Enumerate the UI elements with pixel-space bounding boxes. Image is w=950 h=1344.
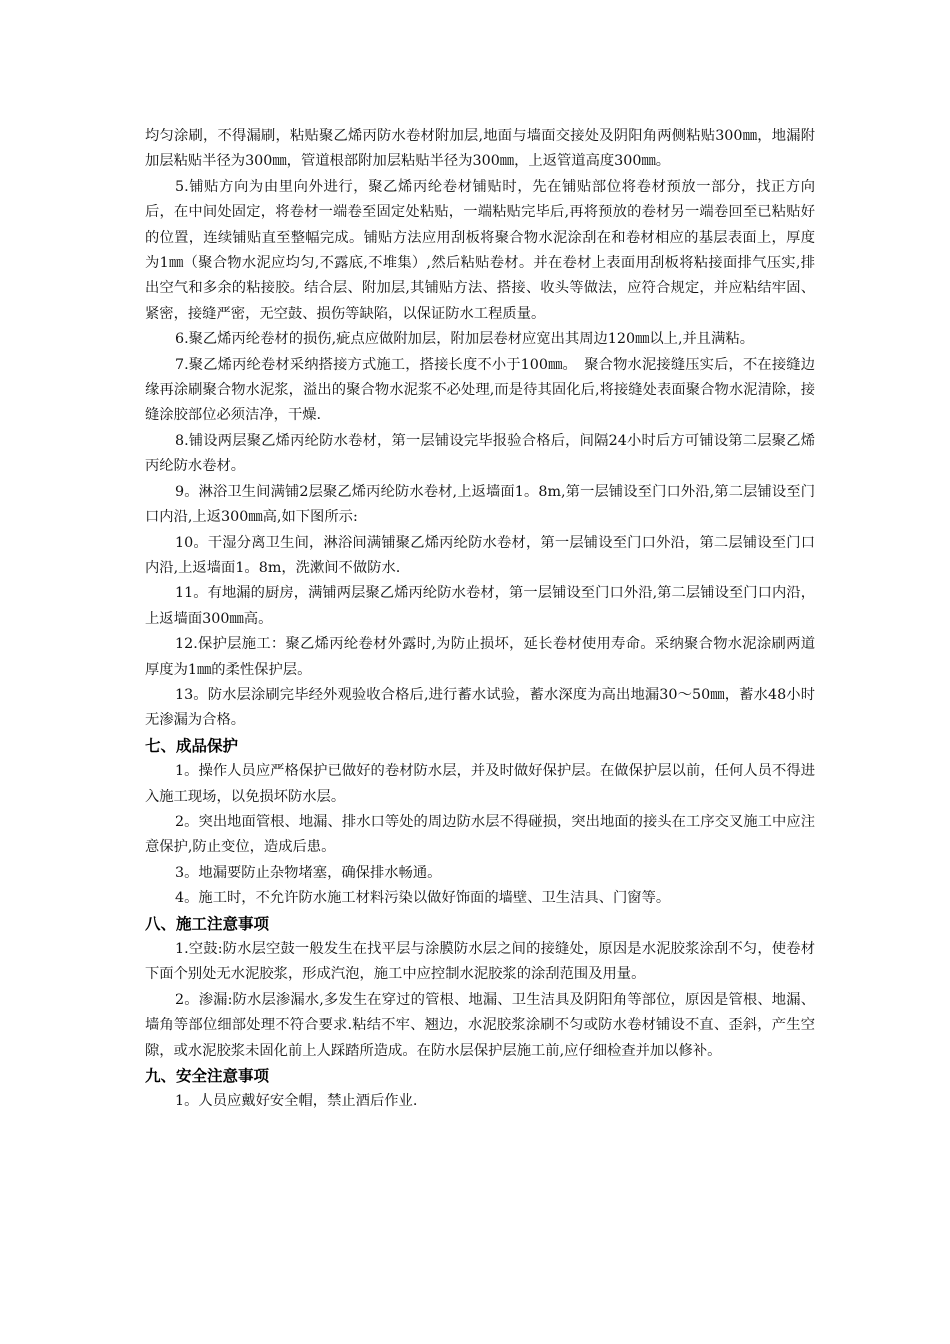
paragraph: 4。施工时，不允许防水施工材料污染以做好饰面的墙壁、卫生洁具、门窗等。 [175,890,671,907]
paragraph: 均匀涂刷，不得漏刷，粘贴聚乙烯丙防水卷材附加层,地面与墙面交接处及阴阳角两侧粘贴300㎜，地漏附加层粘贴半径为300㎜，管道根部附加层粘贴半径为300㎜，上返管道高度300㎜。 [145,128,815,170]
paragraph: 1。人员应戴好安全帽，禁止酒后作业. [175,1093,418,1110]
paragraph: 10。干湿分离卫生间，淋浴间满铺聚乙烯丙纶防水卷材，第一层铺设至门口外沿，第二层铺设至门口内沿,上返墙面1。8m，洗漱间不做防水. [145,534,815,576]
paragraph: 3。地漏要防止杂物堵塞，确保排水畅通。 [175,864,442,881]
paragraph: 13。防水层涂刷完毕经外观验收合格后,进行蓄水试验，蓄水深度为高出地漏30～50㎜，蓄水48小时无渗漏为合格。 [145,686,815,729]
paragraph: 6.聚乙烯丙纶卷材的损伤,疵点应做附加层，附加层卷材应宽出其周边120㎜以上,并且满粘。 [175,331,754,348]
paragraph: 2。突出地面管根、地漏、排水口等处的周边防水层不得碰损，突出地面的接头在工序交叉施工中应注意保护,防止变位，造成后患。 [145,813,815,856]
paragraph: 5.铺贴方向为由里向外进行，聚乙烯丙纶卷材铺贴时，先在铺贴部位将卷材预放一部分，找正方向后，在中间处固定，将卷材一端卷至固定处粘贴，一端粘贴完毕后,再将预放的卷材另一端卷回至已粘贴好的位置，连续铺贴直至整幅完成。铺贴方法应用刮板将聚合物水泥涂刮在和卷材相应的基层表面上，厚度为1㎜（聚合物水泥应均匀,不露底,不堆集）,然后粘贴卷材。并在卷材上表面用刮板将粘接面排气压实,排出空气和多余的粘接胶。结合层、附加层,其铺贴方法、搭接、收头等做法，应符合规定，并应粘结牢固、紧密，接缝严密，无空鼓、损伤等缺陷，以保证防水工程质量。 [145,178,815,322]
paragraph: 7.聚乙烯丙纶卷材采纳搭接方式施工，搭接长度不小于100㎜。 聚合物水泥接缝压实后，不在接缝边缘再涂刷聚合物水泥浆，溢出的聚合物水泥浆不必处理,而是待其固化后,将接缝处表面聚合物水泥清除，接缝涂胶部位必须洁净，干燥. [145,356,815,424]
paragraph: 1。操作人员应严格保护已做好的卷材防水层，并及时做好保护层。在做保护层以前，任何人员不得进入施工现场，以免损坏防水层。 [145,763,815,805]
paragraph: 2。渗漏:防水层渗漏水,多发生在穿过的管根、地漏、卫生洁具及阴阳角等部位，原因是管根、地漏、墙角等部位细部处理不符合要求.粘结不牢、翘边，水泥胶浆涂刷不匀或防水卷材铺设不直、歪斜，产生空隙，或水泥胶浆未固化前上人踩踏所造成。在防水层保护层施工前,应仔细检查并加以修补。 [145,991,815,1059]
paragraph: 11。有地漏的厨房，满铺两层聚乙烯丙纶防水卷材，第一层铺设至门口外沿,第二层铺设至门口内沿，上返墙面300㎜高。 [145,585,815,627]
document-body [145,124,815,1115]
section-heading: 八、施工注意事项 [145,914,270,933]
section-heading: 九、安全注意事项 [145,1067,270,1086]
paragraph: 9。淋浴卫生间满铺2层聚乙烯丙纶防水卷材,上返墙面1。8m,第一层铺设至门口外沿,第二层铺设至门口内沿,上返300㎜高,如下图所示: [145,483,815,526]
section-heading: 七、成品保护 [145,736,239,755]
paragraph: 12.保护层施工：聚乙烯丙纶卷材外露时,为防止损坏，延长卷材使用寿命。采纳聚合物水泥涂刷两道厚度为1㎜的柔性保护层。 [145,636,815,678]
paragraph: 8.铺设两层聚乙烯丙纶防水卷材，第一层铺设完毕报验合格后，间隔24小时后方可铺设第二层聚乙烯丙纶防水卷材。 [145,432,815,475]
paragraph: 1.空鼓:防水层空鼓一般发生在找平层与涂膜防水层之间的接缝处，原因是水泥胶浆涂刮不匀，使卷材下面个别处无水泥胶浆，形成汽泡，施工中应控制水泥胶浆的涂刮范围及用量。 [145,941,815,983]
